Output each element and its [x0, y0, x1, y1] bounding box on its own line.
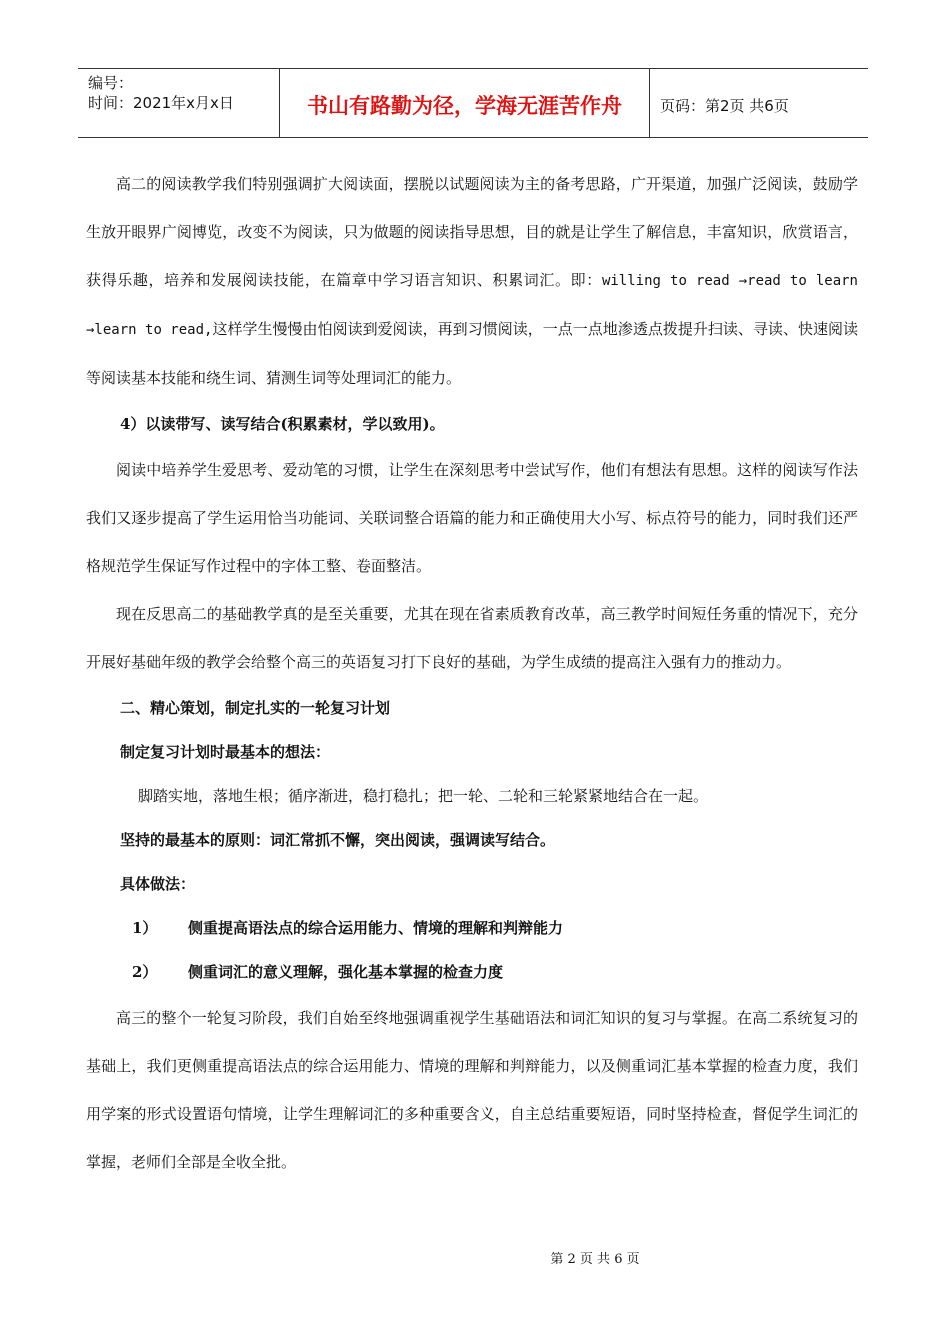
- header-meta: [78, 69, 280, 137]
- paragraph-reading-part2: 这样学生慢慢由怕阅读到爱阅读，再到习惯阅读，一点一点地渗透点拨提升扫读、寻读、快速阅读等阅读基本技能和绕生词、猜测生词等处理词汇的能力。: [86, 320, 858, 387]
- list-item-number: 1）: [132, 919, 158, 937]
- page-footer: [0, 1248, 950, 1267]
- header-motto: 书山有路勤为径，学海无涯苦作舟: [280, 69, 650, 137]
- paragraph-reading-part1: 高二的阅读教学我们特别强调扩大阅读面，摆脱以试题阅读为主的备考思路，广开渠道，加强广泛阅读，鼓励学生放开眼界广阅博览，改变不为阅读，只为做题的阅读指导思想，目的就是让学生了解信息，丰富知识，欣赏语言，获得乐趣，培养和发展阅读技能，在篇章中学习语言知识、积累词汇。即：: [86, 175, 858, 289]
- page-header: [78, 68, 868, 138]
- list-item-text: 侧重提高语法点的综合运用能力、情境的理解和判辩能力: [188, 919, 564, 937]
- section-heading-2: 二、精心策划，制定扎实的一轮复习计划: [120, 699, 391, 717]
- principle-text: 坚持的最基本的原则：词汇常抓不懈，突出阅读，强调读写结合。: [120, 831, 556, 849]
- reading-progression: willing to read →read to learn →learn to read,: [86, 273, 858, 338]
- doc-number-label: 编号：: [88, 74, 134, 92]
- list-item-number: 2）: [132, 963, 158, 981]
- list-item-text: 侧重词汇的意义理解，强化基本掌握的检查力度: [188, 963, 504, 981]
- list-item: [86, 950, 858, 994]
- list-item: [86, 906, 858, 950]
- paragraph-review: 高三的整个一轮复习阶段，我们自始至终地强调重视学生基础语法和词汇知识的复习与掌握。在高二系统复习的基础上，我们更侧重提高语法点的综合运用能力、情境的理解和判辩能力，以及侧重词汇基本掌握的检查力度，我们用学案的形式设置语句情境，让学生理解词汇的多种重要含义，自主总结重要短语，同时坚持检查，督促学生词汇的掌握，老师们全部是全收全批。: [86, 1009, 858, 1171]
- paragraph-reading: [86, 160, 858, 402]
- footer-page-number: 第 2 页 共 6 页: [550, 1252, 640, 1267]
- heading-read-write: 4）以读带写、读写结合(积累素材，学以致用)。: [120, 415, 445, 433]
- basic-idea-text: 脚踏实地，落地生根；循序渐进，稳打稳扎；把一轮、二轮和三轮紧紧地结合在一起。: [138, 787, 709, 805]
- paragraph-writing: 阅读中培养学生爱思考、爱动笔的习惯，让学生在深刻思考中尝试写作，他们有想法有思想。这样的阅读写作法我们又逐步提高了学生运用恰当功能词、关联词整合语篇的能力和正确使用大小写、标点符号的能力，同时我们还严格规范学生保证写作过程中的字体工整、卷面整洁。: [86, 461, 858, 575]
- paragraph-reflection: 现在反思高二的基础教学真的是至关重要，尤其在现在省素质教育改革，高三教学时间短任务重的情况下，充分开展好基础年级的教学会给整个高三的英语复习打下良好的基础，为学生成绩的提高注入强有力的推动力。: [86, 605, 858, 671]
- header-page-info: 页码：第2页 共6页: [660, 96, 789, 115]
- doc-date: 时间：2021年x月x日: [88, 94, 234, 112]
- basic-idea-label: 制定复习计划时最基本的想法：: [120, 743, 331, 761]
- method-label: 具体做法：: [120, 875, 196, 893]
- document-body: [86, 160, 858, 1186]
